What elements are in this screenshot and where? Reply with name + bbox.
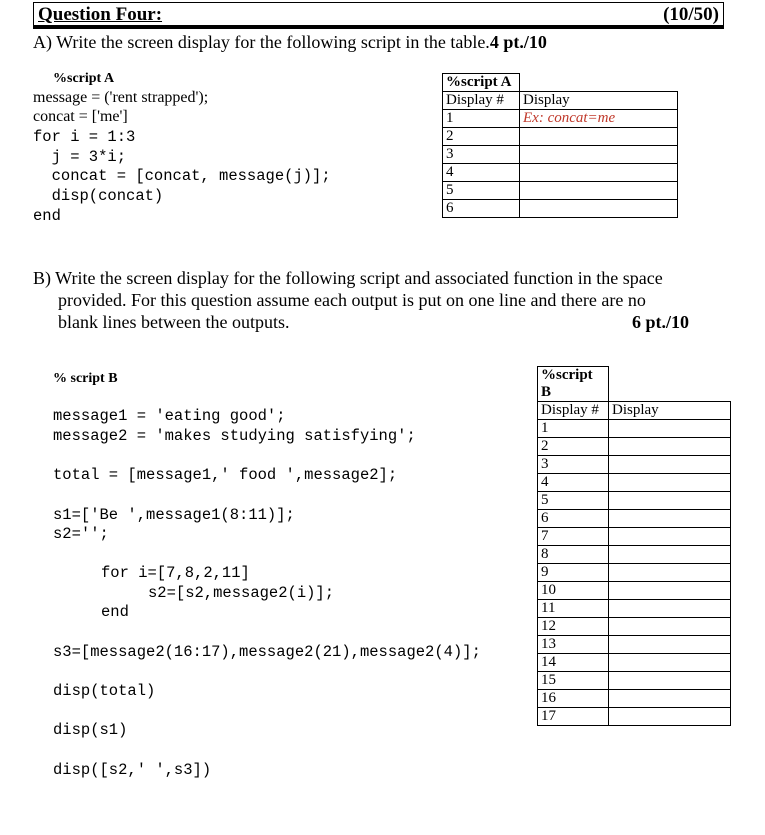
- table-row: [538, 528, 731, 546]
- question-header: [33, 2, 724, 26]
- code-line: for i = 1:3: [33, 128, 136, 146]
- row-number: 16: [538, 690, 609, 708]
- code-line: end: [101, 603, 129, 621]
- code-line: s2=[s2,message2(i)];: [148, 584, 335, 602]
- answer-cell[interactable]: [520, 128, 678, 146]
- table-row: [538, 600, 731, 618]
- part-a-prompt-text: A) Write the screen display for the following script in the table.: [33, 32, 490, 52]
- table-row: [538, 582, 731, 600]
- row-number: 5: [538, 492, 609, 510]
- answer-cell[interactable]: [609, 528, 731, 546]
- question-title: Question Four:: [38, 4, 163, 25]
- code-line: disp(concat): [33, 187, 164, 205]
- table-row: [538, 654, 731, 672]
- row-number: 6: [538, 510, 609, 528]
- header-rule: [33, 26, 724, 29]
- table-row: [443, 128, 678, 146]
- column-header: Display #: [538, 402, 609, 420]
- row-number: 2: [443, 128, 520, 146]
- row-number: 4: [443, 164, 520, 182]
- code-line: s2='';: [53, 525, 109, 543]
- row-number: 4: [538, 474, 609, 492]
- code-line: concat = [concat, message(j)];: [33, 167, 331, 185]
- answer-cell[interactable]: [609, 438, 731, 456]
- table-row: [538, 474, 731, 492]
- question-score: (10/50): [663, 4, 719, 25]
- script-b-label: % script B: [53, 371, 118, 386]
- row-number: 8: [538, 546, 609, 564]
- answer-cell[interactable]: [609, 582, 731, 600]
- column-header: Display: [609, 402, 731, 420]
- table-row: [443, 110, 678, 128]
- answer-cell[interactable]: [609, 492, 731, 510]
- row-number: 6: [443, 200, 520, 218]
- code-line: message = ('rent strapped');: [33, 89, 209, 106]
- row-number: 11: [538, 600, 609, 618]
- table-row: [443, 200, 678, 218]
- row-number: 3: [443, 146, 520, 164]
- table-row: [538, 564, 731, 582]
- answer-cell[interactable]: [609, 510, 731, 528]
- answer-cell[interactable]: [609, 708, 731, 726]
- row-number: 10: [538, 582, 609, 600]
- part-b-prompt-line: blank lines between the outputs.: [58, 312, 290, 332]
- answer-cell[interactable]: [609, 474, 731, 492]
- code-line: total = [message1,' food ',message2];: [53, 466, 398, 484]
- answer-cell[interactable]: [609, 690, 731, 708]
- table-row: [538, 690, 731, 708]
- code-line: s3=[message2(16:17),message2(21),message2(4)];: [53, 643, 481, 661]
- answer-cell[interactable]: [609, 546, 731, 564]
- part-b-prompt-line: B) Write the screen display for the following script and associated function in the space: [33, 268, 663, 288]
- table-row: [538, 456, 731, 474]
- answer-cell[interactable]: [520, 164, 678, 182]
- code-line: disp([s2,' ',s3]): [53, 761, 212, 779]
- table-row: [538, 438, 731, 456]
- answer-cell[interactable]: [609, 600, 731, 618]
- script-a-label: %script A: [53, 71, 115, 86]
- row-number: 15: [538, 672, 609, 690]
- answer-cell[interactable]: [609, 654, 731, 672]
- table-row: [538, 708, 731, 726]
- table-row: [538, 636, 731, 654]
- row-number: 1: [443, 110, 520, 128]
- table-row: [538, 546, 731, 564]
- answer-cell[interactable]: Ex: concat=me: [520, 110, 678, 128]
- row-number: 13: [538, 636, 609, 654]
- code-line: for i=[7,8,2,11]: [101, 564, 250, 582]
- part-b-prompt-line: provided. For this question assume each output is put on one line and there are no: [58, 290, 646, 310]
- answer-cell[interactable]: [520, 146, 678, 164]
- table-label: %script A: [443, 74, 520, 92]
- script-b-answer-table: [537, 366, 731, 726]
- row-number: 9: [538, 564, 609, 582]
- code-line: end: [33, 207, 61, 225]
- row-number: 12: [538, 618, 609, 636]
- part-a-points: 4 pt./10: [489, 32, 547, 52]
- answer-cell[interactable]: [609, 456, 731, 474]
- code-line: message1 = 'eating good';: [53, 407, 286, 425]
- part-a-prompt: [33, 32, 547, 53]
- table-row: [443, 164, 678, 182]
- table-row: [538, 492, 731, 510]
- answer-cell[interactable]: [520, 200, 678, 218]
- answer-cell[interactable]: [609, 672, 731, 690]
- code-line: message2 = 'makes studying satisfying';: [53, 427, 416, 445]
- code-line: disp(s1): [53, 721, 128, 739]
- table-row: [443, 146, 678, 164]
- table-row: [538, 618, 731, 636]
- answer-cell[interactable]: [609, 420, 731, 438]
- row-number: 3: [538, 456, 609, 474]
- answer-cell[interactable]: [609, 618, 731, 636]
- table-label: %script B: [538, 367, 609, 402]
- answer-cell[interactable]: [609, 564, 731, 582]
- part-b-points: 6 pt./10: [631, 312, 689, 332]
- code-line: disp(total): [53, 682, 156, 700]
- column-header: Display #: [443, 92, 520, 110]
- table-row: [538, 672, 731, 690]
- code-line: concat = ['me']: [33, 108, 128, 125]
- table-row: [443, 182, 678, 200]
- code-line: s1=['Be ',message1(8:11)];: [53, 506, 295, 524]
- table-row: [538, 420, 731, 438]
- row-number: 2: [538, 438, 609, 456]
- row-number: 5: [443, 182, 520, 200]
- row-number: 14: [538, 654, 609, 672]
- row-number: 1: [538, 420, 609, 438]
- row-number: 17: [538, 708, 609, 726]
- answer-cell[interactable]: [609, 636, 731, 654]
- script-a-answer-table: [442, 73, 678, 218]
- row-number: 7: [538, 528, 609, 546]
- answer-cell[interactable]: [520, 182, 678, 200]
- table-row: [538, 510, 731, 528]
- code-line: j = 3*i;: [33, 148, 127, 166]
- column-header: Display: [520, 92, 678, 110]
